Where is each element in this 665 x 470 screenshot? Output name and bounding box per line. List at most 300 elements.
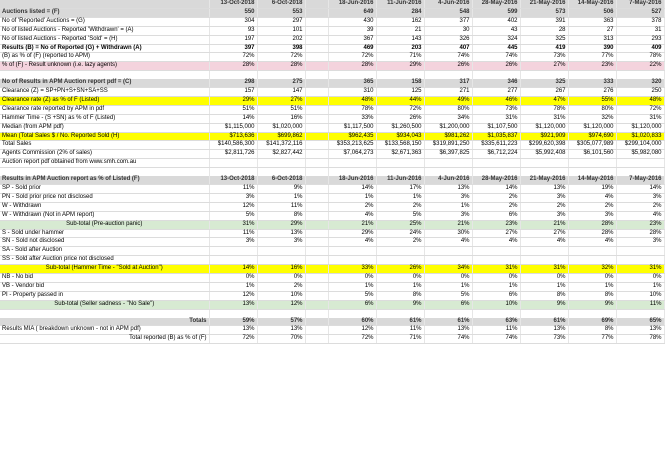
value-cell[interactable]: 10% — [257, 291, 305, 300]
value-cell[interactable]: 1% — [376, 193, 424, 202]
value-cell[interactable]: 1% — [472, 282, 520, 291]
value-cell[interactable]: 72% — [209, 335, 257, 344]
value-cell[interactable]: 1% — [424, 282, 472, 291]
value-cell[interactable]: $335,611,223 — [472, 141, 520, 150]
value-cell[interactable] — [520, 168, 568, 176]
value-cell[interactable]: 276 — [568, 88, 616, 97]
value-cell[interactable]: 8% — [520, 291, 568, 300]
value-cell[interactable]: 27% — [257, 96, 305, 105]
value-cell[interactable]: 0% — [568, 274, 616, 283]
value-cell[interactable]: 2% — [472, 202, 520, 211]
value-cell[interactable] — [424, 247, 472, 256]
value-cell[interactable]: 143 — [376, 35, 424, 44]
value-cell[interactable]: 1% — [328, 193, 376, 202]
value-cell[interactable]: 29% — [257, 220, 305, 229]
value-cell[interactable]: 2% — [616, 202, 664, 211]
row-label-cell[interactable]: SP - Sold prior — [0, 185, 209, 194]
value-cell[interactable] — [376, 256, 424, 265]
value-cell[interactable]: 0% — [424, 274, 472, 283]
value-cell[interactable]: 28% — [209, 62, 257, 71]
value-cell[interactable]: 78% — [520, 105, 568, 114]
value-cell[interactable] — [209, 159, 257, 168]
value-cell[interactable]: 28 — [520, 26, 568, 35]
value-cell[interactable]: $2,671,363 — [376, 150, 424, 159]
value-cell[interactable]: 21 — [376, 26, 424, 35]
value-cell[interactable]: $7,064,273 — [328, 150, 376, 159]
value-cell[interactable]: 77% — [568, 335, 616, 344]
value-cell[interactable]: 26% — [424, 62, 472, 71]
value-cell[interactable]: 3% — [616, 193, 664, 202]
row-label-cell[interactable]: Total Sales — [0, 141, 209, 150]
value-cell[interactable]: 599 — [472, 8, 520, 17]
value-cell[interactable]: 6% — [472, 291, 520, 300]
value-cell[interactable]: 162 — [376, 17, 424, 26]
value-cell[interactable]: 320 — [616, 79, 664, 87]
value-cell[interactable]: 13% — [424, 185, 472, 194]
value-cell[interactable]: 48% — [328, 96, 376, 105]
value-cell[interactable]: 5% — [376, 211, 424, 220]
value-cell[interactable]: 61% — [520, 318, 568, 326]
value-cell[interactable]: 16% — [257, 114, 305, 123]
value-cell[interactable]: 573 — [520, 8, 568, 17]
value-cell[interactable]: 12% — [328, 326, 376, 335]
gap-cell[interactable] — [305, 114, 328, 123]
value-cell[interactable] — [257, 247, 305, 256]
value-cell[interactable]: $1,115,000 — [209, 123, 257, 132]
value-cell[interactable]: 72% — [209, 53, 257, 62]
value-cell[interactable]: 27% — [520, 62, 568, 71]
value-cell[interactable]: 11% — [209, 185, 257, 194]
value-cell[interactable]: 65% — [616, 318, 664, 326]
value-cell[interactable]: 11-Jun-2016 — [376, 176, 424, 184]
value-cell[interactable]: 402 — [472, 17, 520, 26]
value-cell[interactable]: 23% — [472, 220, 520, 229]
value-cell[interactable]: $1,020,833 — [616, 132, 664, 141]
gap-cell[interactable] — [305, 132, 328, 141]
value-cell[interactable]: 469 — [328, 44, 376, 53]
row-label-cell[interactable]: SS - Sold after Auction price not disclosed — [0, 256, 209, 265]
value-cell[interactable] — [424, 168, 472, 176]
value-cell[interactable]: 550 — [209, 8, 257, 17]
gap-cell[interactable] — [305, 159, 328, 168]
value-cell[interactable]: 0% — [257, 274, 305, 283]
value-cell[interactable]: 8% — [568, 291, 616, 300]
row-label-cell[interactable]: Results in APM Auction report as % of Listed (F) — [0, 176, 209, 184]
value-cell[interactable] — [257, 159, 305, 168]
value-cell[interactable]: 317 — [424, 79, 472, 87]
value-cell[interactable] — [616, 159, 664, 168]
gap-cell[interactable] — [305, 274, 328, 283]
value-cell[interactable]: 1% — [328, 282, 376, 291]
value-cell[interactable]: 14-May-2016 — [568, 176, 616, 184]
value-cell[interactable] — [568, 247, 616, 256]
value-cell[interactable]: $5,982,080 — [616, 150, 664, 159]
value-cell[interactable] — [568, 309, 616, 317]
gap-cell[interactable] — [305, 238, 328, 247]
value-cell[interactable]: 71% — [376, 53, 424, 62]
value-cell[interactable]: 74% — [472, 335, 520, 344]
row-label-cell[interactable]: No of listed Auctions - Reported 'Withdrawn' = (A) — [0, 26, 209, 35]
gap-cell[interactable] — [305, 44, 328, 53]
value-cell[interactable]: 32% — [568, 265, 616, 274]
value-cell[interactable]: 43 — [472, 26, 520, 35]
value-cell[interactable] — [616, 71, 664, 79]
value-cell[interactable] — [257, 71, 305, 79]
value-cell[interactable]: 49% — [424, 96, 472, 105]
value-cell[interactable] — [376, 159, 424, 168]
value-cell[interactable]: 77% — [568, 53, 616, 62]
value-cell[interactable]: 13% — [520, 326, 568, 335]
value-cell[interactable]: 326 — [424, 35, 472, 44]
value-cell[interactable]: 346 — [472, 79, 520, 87]
value-cell[interactable]: 80% — [568, 105, 616, 114]
value-cell[interactable]: $1,120,000 — [568, 123, 616, 132]
value-cell[interactable]: 391 — [520, 17, 568, 26]
row-label-cell[interactable]: Sub-total (Pre-auction panic) — [0, 220, 209, 229]
value-cell[interactable]: 80% — [424, 105, 472, 114]
value-cell[interactable]: 6-Oct-2018 — [257, 176, 305, 184]
value-cell[interactable]: 147 — [257, 88, 305, 97]
date-header-cell[interactable]: 6-Oct-2018 — [257, 0, 305, 8]
value-cell[interactable]: $353,213,625 — [328, 141, 376, 150]
value-cell[interactable]: 6% — [472, 211, 520, 220]
value-cell[interactable]: 59% — [209, 318, 257, 326]
value-cell[interactable]: 101 — [257, 26, 305, 35]
date-header-cell[interactable]: 28-May-2016 — [472, 0, 520, 8]
gap-cell[interactable] — [305, 220, 328, 229]
value-cell[interactable]: 31% — [209, 220, 257, 229]
value-cell[interactable]: $1,260,500 — [376, 123, 424, 132]
value-cell[interactable]: 1% — [616, 282, 664, 291]
value-cell[interactable] — [328, 168, 376, 176]
row-label-cell[interactable] — [0, 71, 209, 79]
value-cell[interactable]: $6,101,560 — [568, 150, 616, 159]
value-cell[interactable] — [616, 247, 664, 256]
value-cell[interactable]: 304 — [209, 17, 257, 26]
row-label-cell[interactable]: (B) as % of (F) (reported to APM) — [0, 53, 209, 62]
value-cell[interactable]: $319,891,250 — [424, 141, 472, 150]
value-cell[interactable]: 8% — [257, 211, 305, 220]
value-cell[interactable]: 365 — [328, 79, 376, 87]
value-cell[interactable]: 0% — [520, 274, 568, 283]
row-label-cell[interactable]: W - Withdrawn — [0, 202, 209, 211]
value-cell[interactable] — [209, 256, 257, 265]
value-cell[interactable] — [257, 256, 305, 265]
gap-cell[interactable] — [305, 282, 328, 291]
row-label-cell[interactable]: Auction report pdf obtained from www.smh.com.au — [0, 159, 209, 168]
value-cell[interactable]: 93 — [209, 26, 257, 35]
value-cell[interactable]: 527 — [616, 8, 664, 17]
value-cell[interactable]: 202 — [257, 35, 305, 44]
gap-cell[interactable] — [305, 185, 328, 194]
value-cell[interactable]: 29% — [376, 62, 424, 71]
value-cell[interactable]: 17% — [376, 185, 424, 194]
value-cell[interactable]: 11% — [616, 300, 664, 309]
value-cell[interactable]: 9% — [568, 300, 616, 309]
value-cell[interactable] — [520, 256, 568, 265]
value-cell[interactable] — [376, 309, 424, 317]
value-cell[interactable]: 1% — [568, 282, 616, 291]
value-cell[interactable]: $934,043 — [376, 132, 424, 141]
value-cell[interactable]: 9% — [257, 185, 305, 194]
value-cell[interactable]: 1% — [520, 282, 568, 291]
value-cell[interactable]: 298 — [209, 79, 257, 87]
row-label-cell[interactable]: Mean (Total Sales $ / No. Reported Sold (H) — [0, 132, 209, 141]
value-cell[interactable]: 2% — [568, 202, 616, 211]
gap-cell[interactable] — [305, 8, 328, 17]
value-cell[interactable]: 548 — [424, 8, 472, 17]
value-cell[interactable]: 5% — [328, 291, 376, 300]
gap-cell[interactable] — [305, 193, 328, 202]
row-label-cell[interactable]: SA - Sold after Auction — [0, 247, 209, 256]
value-cell[interactable]: 8% — [568, 326, 616, 335]
value-cell[interactable]: 3% — [568, 211, 616, 220]
value-cell[interactable]: 3% — [209, 238, 257, 247]
value-cell[interactable]: 0% — [209, 274, 257, 283]
value-cell[interactable]: 14% — [616, 185, 664, 194]
value-cell[interactable] — [424, 159, 472, 168]
gap-cell[interactable] — [305, 123, 328, 132]
value-cell[interactable]: 32% — [568, 114, 616, 123]
value-cell[interactable]: 197 — [209, 35, 257, 44]
value-cell[interactable]: 33% — [328, 265, 376, 274]
value-cell[interactable]: 1% — [257, 193, 305, 202]
value-cell[interactable]: 60% — [328, 318, 376, 326]
value-cell[interactable]: 78% — [616, 335, 664, 344]
gap-cell[interactable] — [305, 309, 328, 317]
value-cell[interactable]: 55% — [568, 96, 616, 105]
value-cell[interactable]: 63% — [472, 318, 520, 326]
value-cell[interactable]: 13% — [209, 326, 257, 335]
value-cell[interactable]: $6,712,224 — [472, 150, 520, 159]
row-label-cell[interactable] — [0, 309, 209, 317]
date-header-cell[interactable]: 7-May-2016 — [616, 0, 664, 8]
gap-cell[interactable] — [305, 247, 328, 256]
value-cell[interactable]: 26% — [376, 265, 424, 274]
value-cell[interactable]: 29% — [328, 229, 376, 238]
value-cell[interactable]: 28% — [568, 220, 616, 229]
value-cell[interactable] — [328, 247, 376, 256]
value-cell[interactable]: 27% — [520, 229, 568, 238]
value-cell[interactable]: 0% — [328, 274, 376, 283]
gap-cell[interactable] — [305, 202, 328, 211]
value-cell[interactable] — [616, 168, 664, 176]
value-cell[interactable]: 2% — [328, 202, 376, 211]
value-cell[interactable]: 2% — [376, 202, 424, 211]
gap-cell[interactable] — [305, 256, 328, 265]
row-label-cell[interactable]: S - Sold under hammer — [0, 229, 209, 238]
value-cell[interactable]: 78% — [616, 53, 664, 62]
value-cell[interactable]: $2,811,726 — [209, 150, 257, 159]
value-cell[interactable] — [568, 71, 616, 79]
value-cell[interactable]: 30 — [424, 26, 472, 35]
value-cell[interactable]: 11% — [472, 326, 520, 335]
value-cell[interactable] — [376, 247, 424, 256]
value-cell[interactable]: 13% — [424, 326, 472, 335]
gap-cell[interactable] — [305, 150, 328, 159]
value-cell[interactable]: 313 — [568, 35, 616, 44]
value-cell[interactable] — [209, 309, 257, 317]
value-cell[interactable]: 25% — [376, 220, 424, 229]
value-cell[interactable]: 3% — [520, 211, 568, 220]
value-cell[interactable]: 29% — [209, 96, 257, 105]
value-cell[interactable]: 31% — [472, 265, 520, 274]
value-cell[interactable]: $140,586,300 — [209, 141, 257, 150]
value-cell[interactable] — [257, 309, 305, 317]
value-cell[interactable]: 22% — [616, 62, 664, 71]
value-cell[interactable]: $921,909 — [520, 132, 568, 141]
value-cell[interactable]: 74% — [472, 53, 520, 62]
value-cell[interactable]: 6% — [328, 300, 376, 309]
value-cell[interactable]: $1,020,000 — [257, 123, 305, 132]
value-cell[interactable]: 31 — [616, 26, 664, 35]
value-cell[interactable]: $1,035,837 — [472, 132, 520, 141]
value-cell[interactable] — [376, 71, 424, 79]
gap-cell[interactable] — [305, 300, 328, 309]
value-cell[interactable]: 21% — [328, 220, 376, 229]
value-cell[interactable]: 72% — [616, 105, 664, 114]
value-cell[interactable]: 5% — [424, 291, 472, 300]
row-label-cell[interactable]: Clearance (Z) = SP+PN+S+SN+SA+SS — [0, 88, 209, 97]
row-label-cell[interactable]: Sub-total (Seller sadness - "No Sale") — [0, 300, 209, 309]
value-cell[interactable]: 12% — [209, 202, 257, 211]
value-cell[interactable]: 13% — [257, 229, 305, 238]
value-cell[interactable]: 377 — [424, 17, 472, 26]
row-label-cell[interactable] — [0, 168, 209, 176]
value-cell[interactable] — [616, 309, 664, 317]
value-cell[interactable]: $1,107,500 — [472, 123, 520, 132]
value-cell[interactable]: 9% — [376, 300, 424, 309]
value-cell[interactable]: 1% — [424, 202, 472, 211]
value-cell[interactable]: 325 — [520, 79, 568, 87]
row-label-cell[interactable]: Results (B) = No of Reported (G) + Withdrawn (A) — [0, 44, 209, 53]
value-cell[interactable]: $962,435 — [328, 132, 376, 141]
value-cell[interactable]: 9% — [520, 300, 568, 309]
value-cell[interactable]: 27% — [472, 229, 520, 238]
value-cell[interactable]: 16% — [257, 265, 305, 274]
value-cell[interactable] — [472, 159, 520, 168]
value-cell[interactable]: 325 — [520, 35, 568, 44]
value-cell[interactable]: 14% — [472, 185, 520, 194]
gap-cell[interactable] — [305, 291, 328, 300]
value-cell[interactable]: 31% — [520, 265, 568, 274]
value-cell[interactable]: 158 — [376, 79, 424, 87]
value-cell[interactable]: 31% — [616, 114, 664, 123]
value-cell[interactable] — [472, 256, 520, 265]
value-cell[interactable]: $299,104,000 — [616, 141, 664, 150]
row-label-cell[interactable]: NB - No bid — [0, 274, 209, 283]
value-cell[interactable]: 13% — [616, 326, 664, 335]
value-cell[interactable]: $133,568,150 — [376, 141, 424, 150]
value-cell[interactable]: 28% — [616, 229, 664, 238]
date-header-cell[interactable]: 21-May-2016 — [520, 0, 568, 8]
value-cell[interactable]: 13% — [209, 300, 257, 309]
value-cell[interactable]: 18-Jun-2016 — [328, 176, 376, 184]
value-cell[interactable]: 61% — [376, 318, 424, 326]
date-header-cell[interactable]: 4-Jun-2016 — [424, 0, 472, 8]
value-cell[interactable]: 553 — [257, 8, 305, 17]
value-cell[interactable]: 48% — [616, 96, 664, 105]
header-corner-cell[interactable] — [0, 0, 209, 8]
value-cell[interactable]: $713,636 — [209, 132, 257, 141]
value-cell[interactable] — [472, 247, 520, 256]
value-cell[interactable]: 397 — [209, 44, 257, 53]
value-cell[interactable]: 10% — [616, 291, 664, 300]
value-cell[interactable] — [328, 309, 376, 317]
value-cell[interactable]: 61% — [424, 318, 472, 326]
value-cell[interactable]: 13-Oct-2018 — [209, 176, 257, 184]
value-cell[interactable]: 21% — [520, 220, 568, 229]
value-cell[interactable]: 157 — [209, 88, 257, 97]
value-cell[interactable]: 28% — [257, 62, 305, 71]
value-cell[interactable]: 0% — [472, 274, 520, 283]
value-cell[interactable]: $5,992,408 — [520, 150, 568, 159]
value-cell[interactable]: 409 — [616, 44, 664, 53]
value-cell[interactable]: 3% — [616, 238, 664, 247]
value-cell[interactable]: 5% — [209, 211, 257, 220]
value-cell[interactable]: 1% — [209, 282, 257, 291]
value-cell[interactable]: 277 — [472, 88, 520, 97]
value-cell[interactable]: 445 — [472, 44, 520, 53]
gap-cell[interactable] — [305, 17, 328, 26]
value-cell[interactable]: 407 — [424, 44, 472, 53]
value-cell[interactable]: 367 — [328, 35, 376, 44]
value-cell[interactable] — [424, 256, 472, 265]
value-cell[interactable]: 57% — [257, 318, 305, 326]
value-cell[interactable]: $6,397,825 — [424, 150, 472, 159]
row-label-cell[interactable]: Total reported (B) as % of (F) — [0, 335, 209, 344]
value-cell[interactable]: 419 — [520, 44, 568, 53]
value-cell[interactable]: $305,077,989 — [568, 141, 616, 150]
value-cell[interactable]: 73% — [472, 105, 520, 114]
row-label-cell[interactable]: Results MIA ( breakdown unknown - not in APM pdf) — [0, 326, 209, 335]
value-cell[interactable]: 7-May-2016 — [616, 176, 664, 184]
value-cell[interactable]: 30% — [424, 229, 472, 238]
value-cell[interactable]: 23% — [568, 62, 616, 71]
value-cell[interactable] — [568, 168, 616, 176]
value-cell[interactable]: 73% — [520, 335, 568, 344]
value-cell[interactable]: 333 — [568, 79, 616, 87]
value-cell[interactable]: 4-Jun-2016 — [424, 176, 472, 184]
value-cell[interactable]: 398 — [257, 44, 305, 53]
value-cell[interactable]: 24% — [376, 229, 424, 238]
value-cell[interactable]: 2% — [472, 193, 520, 202]
value-cell[interactable]: 11% — [257, 202, 305, 211]
value-cell[interactable]: 21% — [424, 220, 472, 229]
value-cell[interactable]: $981,262 — [424, 132, 472, 141]
value-cell[interactable] — [209, 168, 257, 176]
value-cell[interactable]: 293 — [616, 35, 664, 44]
value-cell[interactable] — [568, 256, 616, 265]
row-label-cell[interactable]: Clearance rate reported by APM in pdf — [0, 105, 209, 114]
value-cell[interactable]: 4% — [568, 193, 616, 202]
value-cell[interactable]: 28-May-2016 — [472, 176, 520, 184]
gap-cell[interactable] — [305, 265, 328, 274]
value-cell[interactable] — [209, 247, 257, 256]
value-cell[interactable]: 28% — [328, 62, 376, 71]
value-cell[interactable] — [257, 168, 305, 176]
gap-cell[interactable] — [305, 35, 328, 44]
value-cell[interactable]: 649 — [328, 8, 376, 17]
value-cell[interactable] — [472, 168, 520, 176]
gap-cell[interactable] — [305, 335, 328, 344]
value-cell[interactable] — [328, 256, 376, 265]
value-cell[interactable]: 1% — [376, 282, 424, 291]
value-cell[interactable]: 51% — [257, 105, 305, 114]
value-cell[interactable] — [472, 71, 520, 79]
row-label-cell[interactable]: Hammer Time - (S +SN) as % of F (Listed) — [0, 114, 209, 123]
value-cell[interactable]: 14% — [328, 185, 376, 194]
